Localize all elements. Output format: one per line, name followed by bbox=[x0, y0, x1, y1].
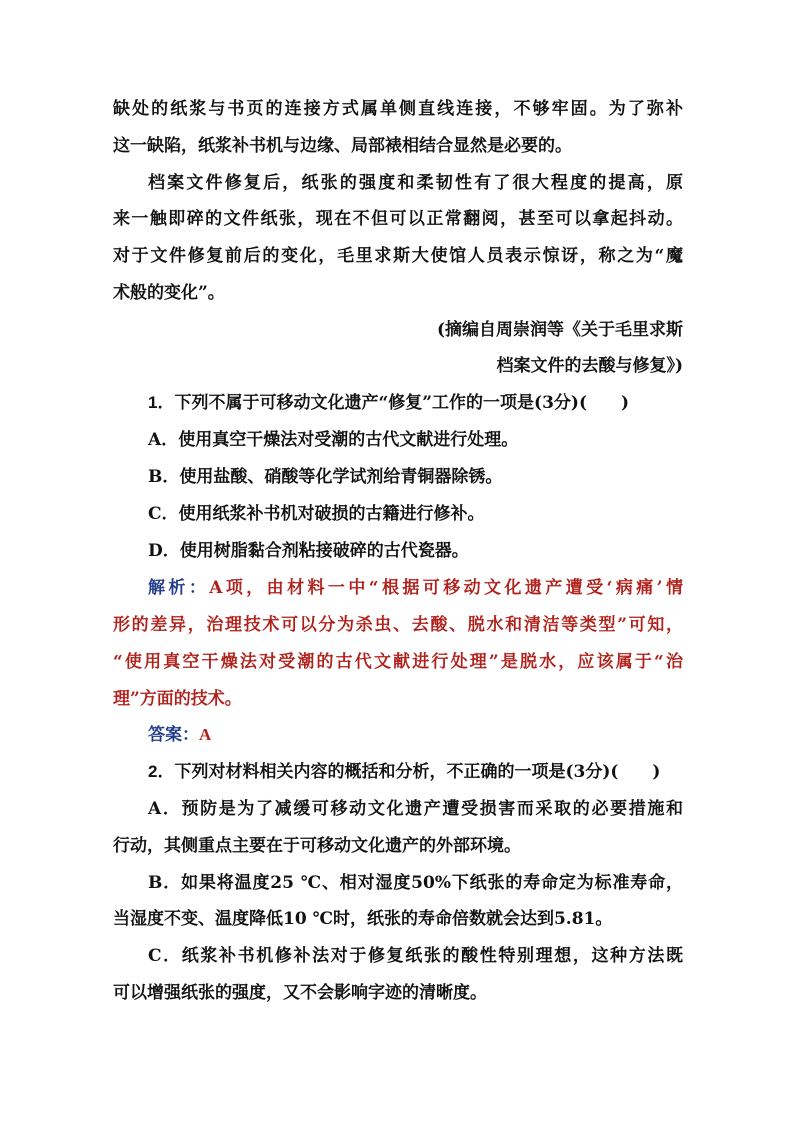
question-2-option-b-cont: 当湿度不变、温度降低10 ℃时，纸张的寿命倍数就会达到5.81。 bbox=[113, 909, 613, 929]
passage-line: 对于文件修复前后的变化，毛里求斯大使馆人员表示惊讶，称之为“魔 bbox=[113, 246, 683, 266]
analysis-line: 理”方面的技术。 bbox=[113, 689, 242, 709]
analysis-text: A项，由材料一中“根据可移动文化遗产遭受‘病痛’情 bbox=[209, 578, 683, 598]
answer-line bbox=[148, 722, 683, 748]
question-1-option-c: C．使用纸浆补书机对破损的古籍进行修补。 bbox=[148, 504, 485, 524]
question-number: 1． bbox=[148, 393, 175, 412]
analysis-line bbox=[148, 575, 683, 601]
answer-label: 答案： bbox=[148, 725, 199, 745]
analysis-label: 解析： bbox=[148, 578, 210, 598]
question-2-option-b: B．如果将温度25 ℃、相对湿度50%下纸张的寿命定为标准寿命， bbox=[148, 873, 683, 893]
question-text: 下列对材料相关内容的概括和分析，不正确的一项是(3分)( ) bbox=[174, 762, 661, 782]
passage-line: 缺处的纸浆与书页的连接方式属单侧直线连接，不够牢固。为了弥补 bbox=[113, 99, 683, 119]
analysis-line: “使用真空干燥法对受潮的古代文献进行处理”是脱水，应该属于“治 bbox=[113, 652, 683, 672]
source-citation: (摘编自周崇润等《关于毛里求斯 bbox=[436, 320, 683, 340]
question-1-option-a: A．使用真空干燥法对受潮的古代文献进行处理。 bbox=[148, 430, 519, 450]
passage-line: 档案文件修复后，纸张的强度和柔韧性有了很大程度的提高，原 bbox=[148, 173, 683, 193]
question-number: 2． bbox=[148, 762, 175, 781]
question-2-option-a-cont: 行动，其侧重点主要在于可移动文化遗产的外部环境。 bbox=[113, 836, 521, 856]
source-citation: 档案文件的去酸与修复》) bbox=[496, 356, 683, 376]
analysis-line: 形的差异，治理技术可以分为杀虫、去酸、脱水和清洁等类型”可知， bbox=[113, 615, 683, 635]
question-2-option-a: A．预防是为了减缓可移动文化遗产遭受损害而采取的必要措施和 bbox=[148, 799, 683, 819]
passage-line: 术般的变化”。 bbox=[113, 283, 225, 303]
question-2-option-c-cont: 可以增强纸张的强度，又不会影响字迹的清晰度。 bbox=[113, 983, 487, 1003]
question-1-stem bbox=[148, 390, 683, 416]
question-1-option-d: D．使用树脂黏合剂粘接破碎的古代瓷器。 bbox=[148, 541, 469, 561]
answer-value: A bbox=[199, 725, 212, 744]
passage-line: 这一缺陷，纸浆补书机与边缘、局部裱相结合显然是必要的。 bbox=[113, 136, 572, 156]
question-1-option-b: B．使用盐酸、硝酸等化学试剂给青铜器除锈。 bbox=[148, 467, 503, 487]
question-2-option-c: C．纸浆补书机修补法对于修复纸张的酸性特别理想，这种方法既 bbox=[148, 946, 683, 966]
question-2-stem bbox=[148, 759, 683, 785]
question-text: 下列不属于可移动文化遗产“修复”工作的一项是(3分)( ) bbox=[174, 393, 630, 413]
passage-line: 来一触即碎的文件纸张，现在不但可以正常翻阅，甚至可以拿起抖动。 bbox=[113, 209, 683, 229]
